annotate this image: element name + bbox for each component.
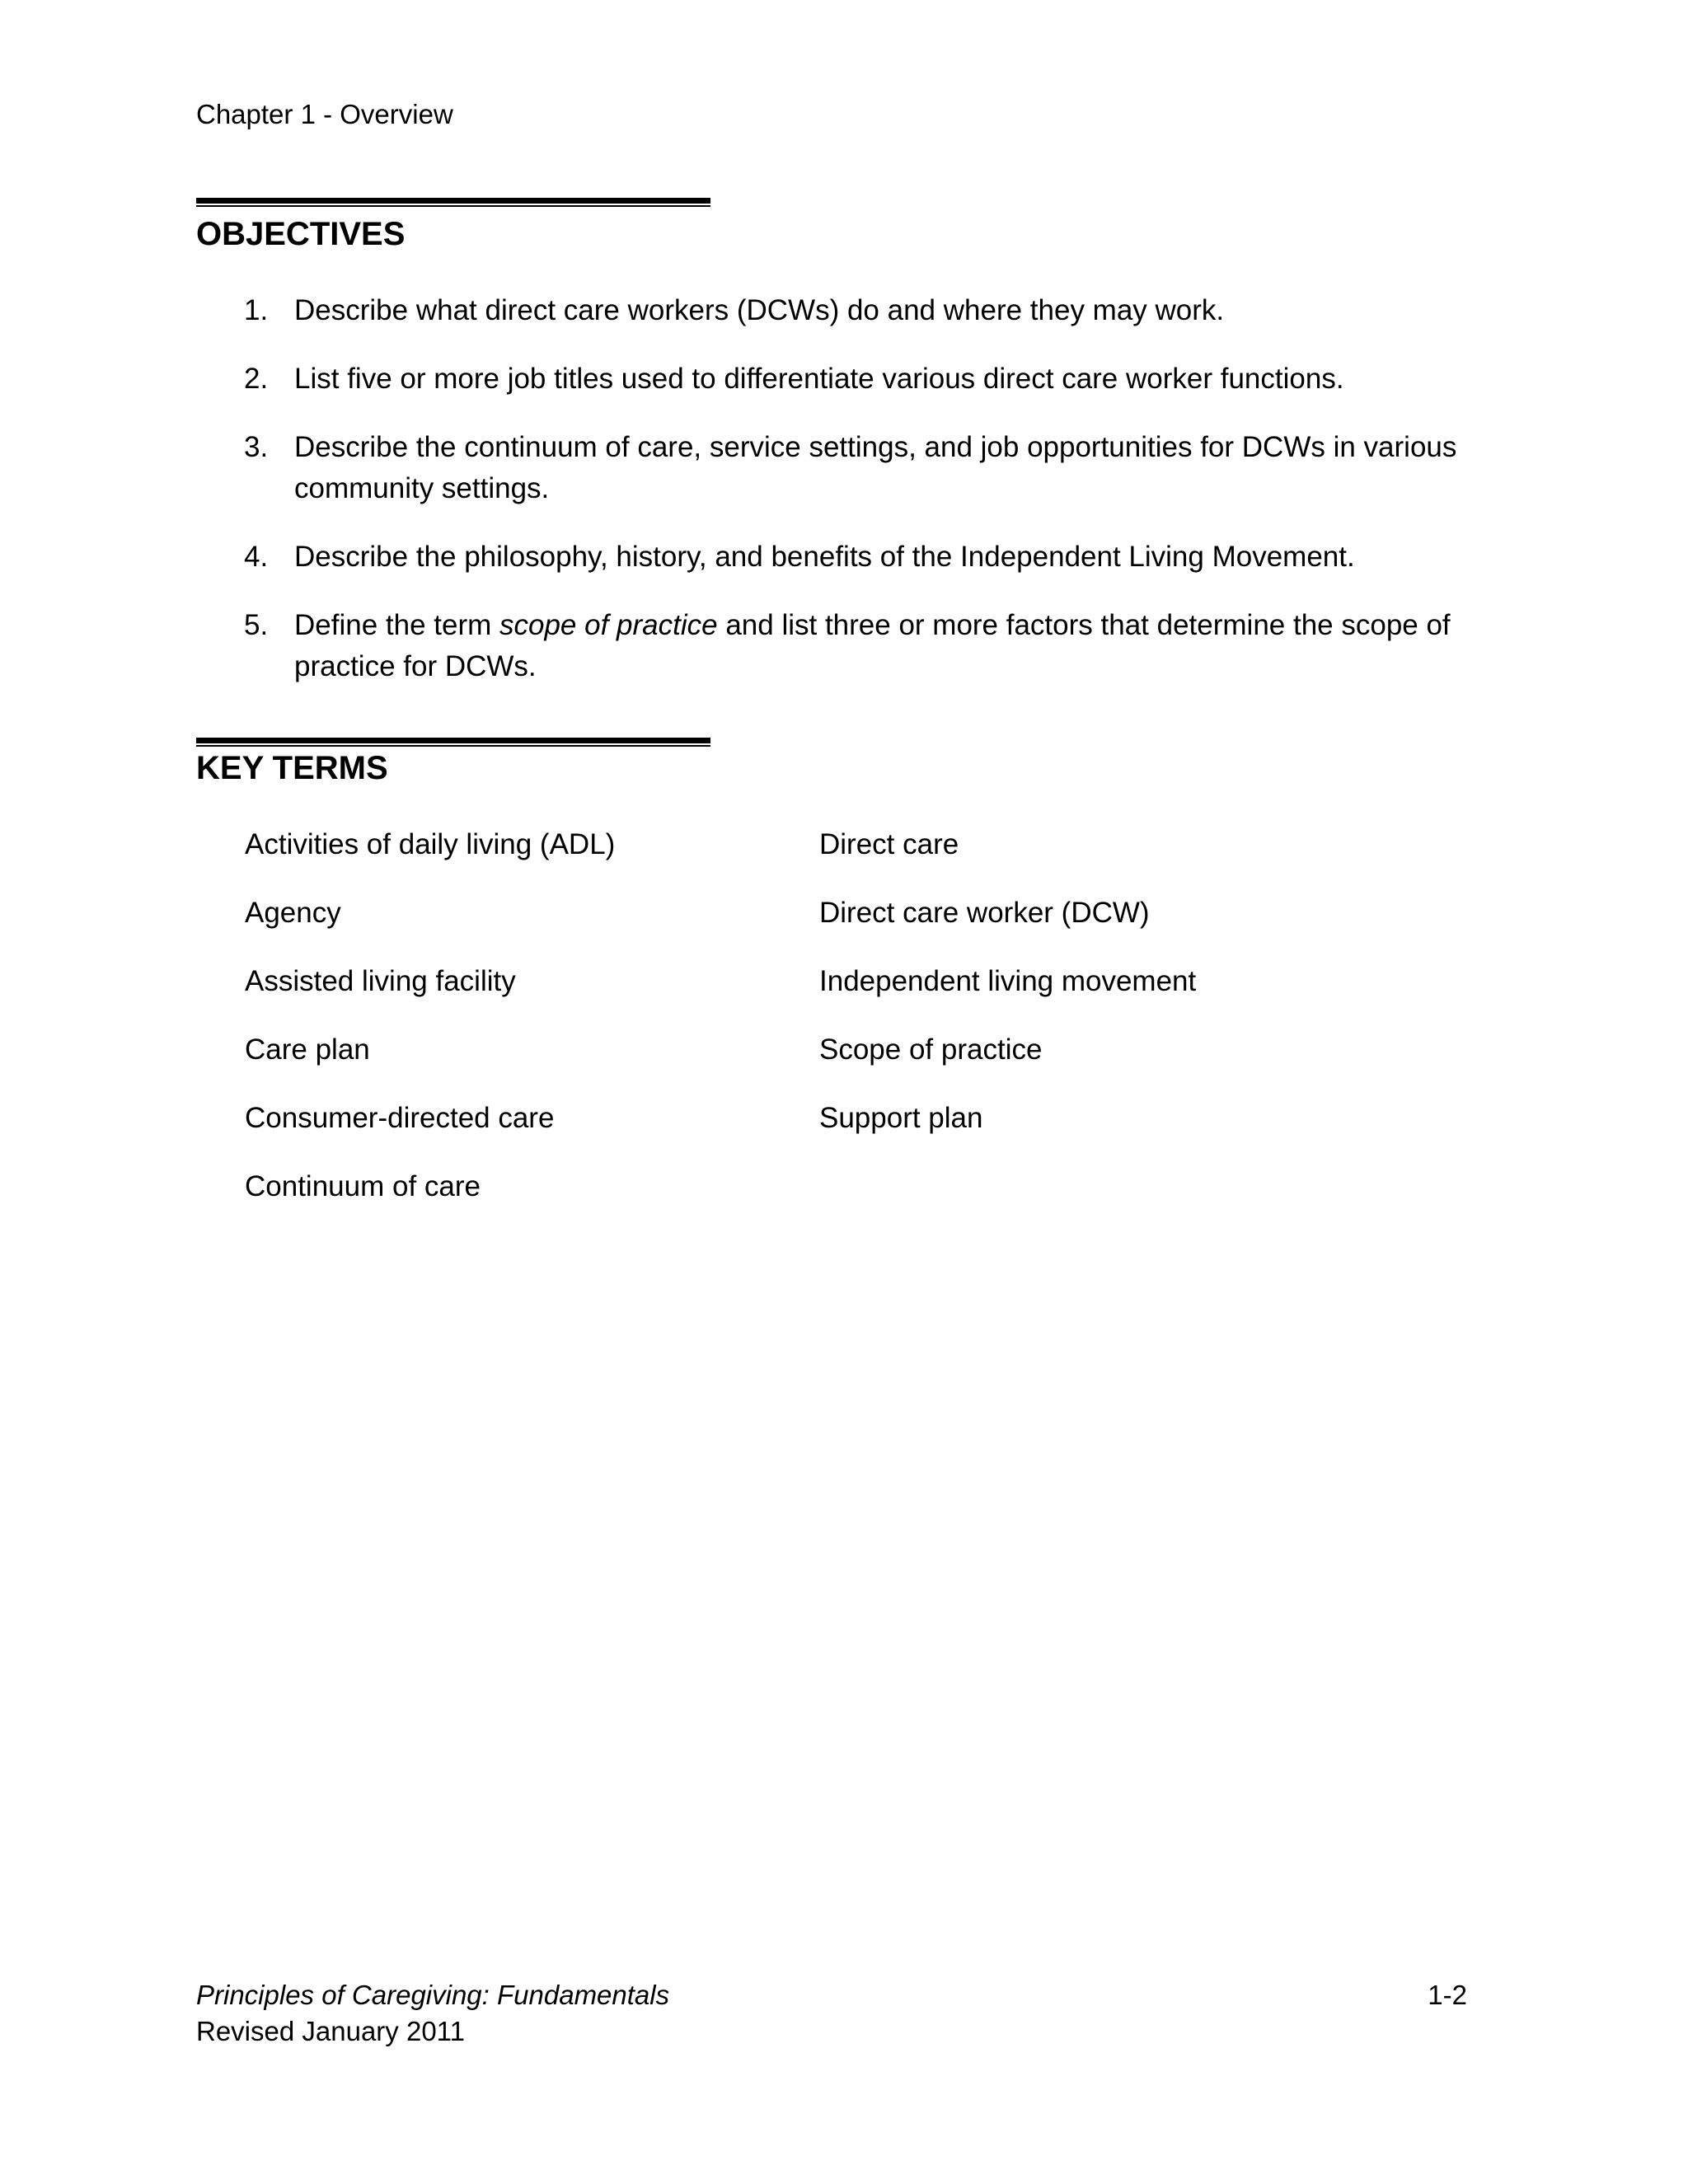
footer-revised-date: Revised January 2011 <box>196 2016 465 2046</box>
objective-text: Describe the continuum of care, service settings, and job opportunities for DCWs in various community settings. <box>294 431 1457 504</box>
objective-number: 1. <box>244 294 269 326</box>
objective-item <box>196 427 1482 509</box>
key-term: Consumer-directed care <box>245 1102 555 1134</box>
key-term: Care plan <box>245 1033 370 1066</box>
objectives-heading: OBJECTIVES <box>196 216 406 252</box>
objective-number: 2. <box>244 363 269 395</box>
objective-text: Describe what direct care workers (DCWs) do and where they may work. <box>294 294 1225 326</box>
objective-item <box>196 290 1482 331</box>
key-term: Direct care <box>819 828 959 860</box>
key-term: Independent living movement <box>819 965 1197 997</box>
key-terms-divider <box>196 738 710 748</box>
key-term: Agency <box>245 897 341 929</box>
divider-thin-line <box>196 205 710 207</box>
key-terms-heading: KEY TERMS <box>196 750 388 786</box>
footer-page-number: 1-2 <box>1428 1980 1467 2010</box>
key-term: Activities of daily living (ADL) <box>245 828 616 860</box>
key-terms-right-column <box>819 824 1196 1166</box>
key-terms-left-column <box>245 824 615 1235</box>
page-header-chapter: Chapter 1 - Overview <box>196 99 453 129</box>
key-term: Direct care worker (DCW) <box>819 897 1150 929</box>
objective-number: 3. <box>244 431 269 463</box>
divider-thick-line <box>196 198 710 204</box>
objective-item <box>196 605 1482 687</box>
objective-item <box>196 537 1482 578</box>
divider-thick-line <box>196 738 710 743</box>
key-term: Support plan <box>819 1102 983 1134</box>
objective-number: 5. <box>244 609 269 641</box>
footer-book-title: Principles of Caregiving: Fundamentals <box>196 1980 670 2010</box>
objective-item <box>196 359 1482 400</box>
objective-text-post: and list three or more factors that determine the scope of practice for DCWs. <box>294 609 1451 682</box>
objective-text: List five or more job titles used to differentiate various direct care worker functions. <box>294 363 1344 395</box>
key-term: Continuum of care <box>245 1170 481 1202</box>
key-term: Scope of practice <box>819 1033 1043 1066</box>
key-term: Assisted living facility <box>245 965 516 997</box>
objective-number: 4. <box>244 541 269 573</box>
objective-text: Describe the philosophy, history, and benefits of the Independent Living Movement. <box>294 541 1355 573</box>
objectives-divider <box>196 198 710 208</box>
objectives-list <box>196 290 1482 715</box>
objective-text-pre: Define the term <box>294 609 499 641</box>
divider-thin-line <box>196 745 710 747</box>
objective-term-emphasis: scope of practice <box>499 609 718 641</box>
